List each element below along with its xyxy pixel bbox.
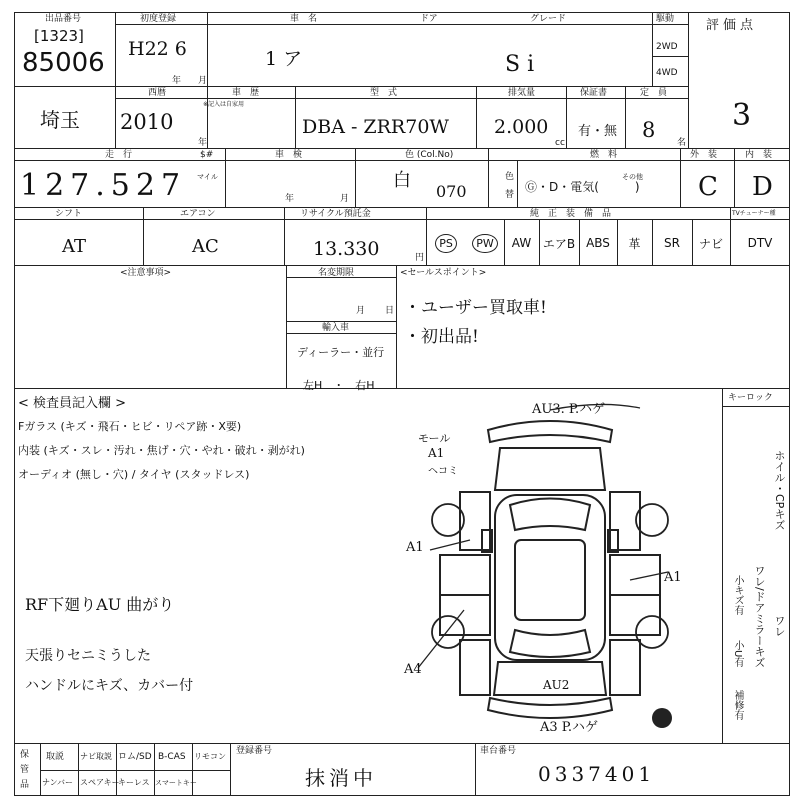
first-reg-value: H22 6 — [128, 38, 187, 60]
diagram-mark-au2: AU2 — [543, 678, 570, 692]
chassis-label: 車台番号 — [480, 746, 517, 756]
footer-div-4 — [192, 743, 193, 796]
interior-line: 内装 (キズ・スレ・汚れ・焦げ・穴・やれ・破れ・剥がれ) — [18, 444, 305, 457]
shift-label: シフト — [55, 209, 83, 219]
row4-bottom-line — [14, 265, 790, 266]
row2-labelline — [115, 98, 688, 99]
right-rear-door — [610, 595, 660, 635]
row2-bottom-line — [14, 148, 790, 149]
first-reg-month-unit: 月 — [198, 76, 208, 86]
spare-wheel — [652, 708, 672, 728]
footer-item-rom: ロム/SD — [118, 752, 152, 762]
side-col-6-text: 補修有 — [732, 690, 743, 720]
reg-no-value: 抹消中 — [305, 766, 377, 790]
sales-point-2: ・初出品! — [404, 327, 479, 347]
type-value: DBA - ZRR70W — [302, 116, 449, 138]
color-no: 070 — [436, 182, 467, 201]
footer-mid-line — [40, 770, 230, 771]
chassis-value: 0337401 — [538, 762, 656, 786]
div-fuel — [680, 148, 681, 207]
equipment-navi: ナビ — [698, 236, 723, 251]
footer-item-keyless: キーレス — [118, 778, 150, 787]
storage-label: 保管品 — [20, 750, 30, 790]
exterior-label: 外 装 — [690, 150, 718, 160]
car-name-label: 車 名 — [290, 14, 318, 24]
footer-div-1 — [78, 743, 79, 796]
equipment-pw-label: PW — [472, 234, 498, 253]
div-shift — [143, 207, 144, 265]
wheel-rear-right — [636, 616, 668, 648]
name-change-day: 日 — [385, 306, 395, 316]
history-label: 車 歴 — [232, 88, 260, 98]
model-year-label: 西暦 — [148, 88, 167, 98]
fuel-label: 燃 料 — [590, 150, 618, 160]
div-caution — [286, 265, 287, 388]
type-label: 型 式 — [370, 88, 398, 98]
score-value: 3 — [732, 98, 752, 133]
div-mileage — [225, 148, 226, 207]
footer-item-navi-manual: ナビ取説 — [80, 752, 112, 761]
div-history — [295, 86, 296, 148]
diagram-mark-dent: ヘコミ — [428, 466, 458, 477]
div-colorchg — [517, 160, 518, 207]
equipment-label: 純 正 装 備 品 — [530, 209, 612, 219]
rear-glass — [510, 630, 590, 657]
unit-marker: $# — [200, 150, 214, 160]
model-year-unit: 年 — [198, 138, 208, 148]
div-year — [207, 86, 208, 148]
div-score — [688, 12, 689, 148]
tuner-label: TVチューナー種 — [732, 210, 776, 217]
door-label: ドア — [420, 14, 438, 24]
footer-item-spare-key: スペアキー — [80, 778, 120, 787]
recycle-label: リサイクル預託金 — [300, 209, 371, 219]
equipment-pw — [466, 223, 504, 263]
color-change-label: 色替 — [505, 172, 515, 200]
div-namechange — [396, 265, 397, 388]
row3-bottom-line — [14, 207, 790, 208]
dealer-label: ディーラー・並行 — [297, 346, 385, 359]
equipment-ps-label: PS — [435, 234, 457, 253]
equipment-aw: AW — [511, 236, 532, 250]
mileage-value: 127.527 — [20, 168, 187, 203]
reg-no-label: 登録番号 — [236, 746, 273, 756]
interior-label: 内 装 — [745, 150, 773, 160]
roof — [515, 540, 585, 620]
mileage-label: 走 行 — [105, 150, 133, 160]
diagram-mark-bottom-left: A4 — [404, 662, 422, 677]
footer-item-plate: ナンバー — [42, 778, 74, 787]
diagram-mark-top: AU3. P.ハゲ — [532, 402, 606, 417]
warranty-value: 有・無 — [578, 124, 618, 139]
diagram-mark-left: A1 — [406, 540, 424, 555]
drive-label: 駆動 — [656, 14, 675, 24]
lot-bracket: [1323] — [34, 27, 84, 45]
ac-label: エアコン — [180, 209, 216, 219]
key-label: キーロック — [728, 393, 773, 403]
inspector-note-3: ハンドルにキズ、カバー付 — [25, 678, 194, 694]
side-col-1: ホイル・CPキズ — [773, 450, 786, 531]
sales-point-1: ・ユーザー買取車! — [404, 298, 547, 318]
name-change-month: 月 — [356, 306, 366, 316]
color-label: 色 (Col.No) — [405, 150, 454, 160]
warranty-label: 保証書 — [580, 88, 608, 98]
shift-value: AT — [62, 236, 87, 257]
side-col-4-text: 小キズ有 — [732, 575, 743, 615]
div-ac — [284, 207, 285, 265]
lot-number: 85006 — [22, 48, 105, 78]
div-warranty — [625, 86, 626, 148]
glass-line: Fガラス (キズ・飛石・ヒビ・リペア跡・X要) — [18, 420, 242, 433]
footer-item-smart-key: スマートキー — [155, 779, 197, 787]
footer-div-3 — [154, 743, 155, 796]
capacity-value: 8 — [642, 118, 656, 142]
import-label: 輸入車 — [322, 323, 350, 333]
div-disp — [566, 86, 567, 148]
diagram-mark-a1: A1 — [428, 446, 445, 460]
equipment-sr: SR — [664, 236, 680, 250]
cc-unit: cc — [555, 138, 565, 148]
model-year-value: 2010 — [120, 110, 174, 134]
footer-div-0 — [40, 743, 41, 796]
row1-labelline — [115, 24, 688, 25]
row4-labelline — [14, 219, 790, 220]
ac-value: AC — [192, 236, 219, 257]
steering-label: 左H ・ 右H — [303, 379, 375, 392]
capacity-label: 定 員 — [640, 88, 668, 98]
div-type — [476, 86, 477, 148]
mileage-unit: マイル — [197, 173, 218, 181]
drive-divider — [652, 56, 688, 57]
audio-line: オーディオ (無し・穴) / タイヤ (スタッドレス) — [18, 468, 250, 481]
div-keybox — [722, 388, 723, 743]
equipment-dtv: DTV — [747, 236, 773, 250]
history-note: ※記入は自家用 — [203, 101, 245, 108]
equipment-leather: 革 — [628, 236, 641, 251]
footer-div-5 — [230, 743, 231, 796]
exterior-value: C — [698, 172, 718, 202]
inspector-note-2: 天張りセニミうした — [25, 648, 151, 664]
side-col-2: ワレ/ドアミラーキズ — [753, 565, 766, 668]
fuel-other: その他 — [622, 173, 643, 181]
recycle-value: 13.330 — [313, 238, 380, 260]
score-label: 評価点 — [706, 18, 758, 33]
inspector-title: < 検査員記入欄 > — [18, 396, 127, 411]
drive-4wd: 4WD — [656, 68, 678, 78]
rear-bumper — [488, 698, 612, 718]
yen-unit: 円 — [415, 253, 425, 263]
footer-div-2 — [116, 743, 117, 796]
import-line-2 — [286, 333, 396, 334]
caution-label: <注意事項> — [120, 268, 172, 278]
mark-line-right — [630, 572, 668, 580]
interior-value: D — [752, 172, 773, 202]
front-bumper — [488, 421, 612, 442]
div-ext — [734, 148, 735, 207]
displacement-label: 排気量 — [508, 88, 536, 98]
import-line-1 — [286, 321, 396, 322]
name-change-label: 名変期限 — [318, 268, 355, 278]
car-name-value: 1 ア — [265, 48, 303, 70]
displacement-value: 2.000 — [494, 116, 549, 138]
diagram-mark-right: A1 — [664, 570, 682, 585]
sales-point-label: <セールスポイント> — [400, 268, 487, 278]
footer-top-line — [14, 743, 790, 744]
diagram-mark-molding: モール — [418, 432, 451, 445]
footer-item-manual: 取説 — [46, 752, 65, 762]
region-value: 埼玉 — [40, 108, 80, 132]
left-rear-fender — [460, 640, 490, 695]
color-value: 白 — [393, 170, 411, 191]
windshield — [510, 499, 590, 531]
equipment-abs: ABS — [586, 236, 610, 250]
auction-no-label: 出品番号 — [45, 14, 82, 24]
grade-label: グレード — [530, 14, 567, 24]
footer-div-6 — [475, 743, 476, 796]
left-front-door — [440, 555, 490, 595]
side-col-5-text: 小U有 — [732, 640, 743, 668]
div-region — [115, 86, 116, 148]
right-rear-fender — [610, 640, 640, 695]
capacity-unit: 名 — [677, 138, 687, 148]
inspection-month-unit: 月 — [340, 194, 350, 204]
footer-item-bcas: B-CAS — [158, 752, 186, 762]
side-col-3: ワレ — [773, 615, 786, 637]
first-reg-label: 初度登録 — [140, 14, 177, 24]
first-reg-year-unit: 年 — [172, 76, 182, 86]
equipment-airbag: エアB — [542, 236, 576, 251]
equipment-ps — [426, 223, 466, 263]
row3-labelline — [14, 160, 790, 161]
left-rear-door — [440, 595, 490, 635]
inspection-year-unit: 年 — [285, 194, 295, 204]
hood — [495, 448, 605, 490]
inspection-label: 車 検 — [275, 150, 303, 160]
grade-value: S i — [505, 52, 535, 77]
key-line — [722, 406, 790, 407]
inspector-note-1: RF下廻りAU 曲がり — [25, 595, 175, 614]
mark-line-left — [430, 540, 470, 550]
div-color — [488, 148, 489, 207]
fuel-options: Ⓖ・D・電気( ) — [525, 180, 640, 194]
diagram-mark-rear: A3 P.ハゲ — [540, 720, 599, 735]
footer-item-remote: リモコン — [194, 752, 226, 761]
div-inspection — [355, 148, 356, 207]
row5-bottom-line — [14, 388, 790, 389]
drive-2wd: 2WD — [656, 42, 678, 52]
wheel-rear-left — [432, 616, 464, 648]
